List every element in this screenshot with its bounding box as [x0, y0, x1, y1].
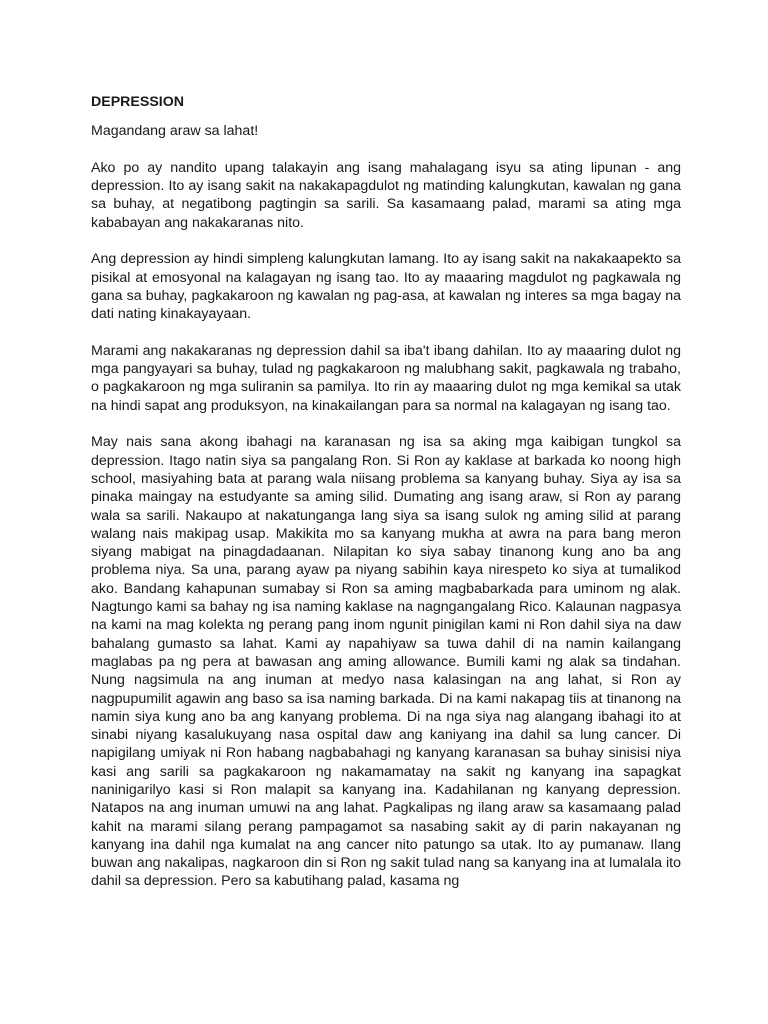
- paragraph-1: Ako po ay nandito upang talakayin ang isang mahalagang isyu sa ating lipunan - ang depression. Ito ay isang sakit na nakakapagdulot ng matinding kalungkutan, kawalan ng gana sa buhay, at negatibong pagtingin sa sarili. Sa kasamaang palad, marami sa ating mga kababayan ang nakakaranas nito.: [91, 159, 681, 231]
- paragraph-4: May nais sana akong ibahagi na karanasan ng isa sa aking mga kaibigan tungkol sa depression. Itago natin siya sa pangalang Ron. Si Ron ay kaklase at barkada ko noong high school, masiyahing bata at parang wala niisang problema sa kanyang buhay. Siya ay isa sa pinaka maingay na estudyante sa aming silid. Dumating ang isang araw, si Ron ay parang wala sa sarili. Nakaupo at nakatunganga lang siya sa isang sulok ng aming silid at parang walang nais makipag usap. Makikita mo sa kanyang mukha at awra na para bang meron siyang mabigat na pinagdadaanan. Nilapitan ko siya sabay tinanong kung ano ba ang problema niya. Sa una, parang ayaw pa niyang sabihin kaya nirespeto ko siya at tumalikod ako. Bandang kahapunan sumabay si Ron sa aming magbabarkada para uminom ng alak. Nagtungo kami sa bahay ng isa naming kaklase na nagngangalang Rico. Kalaunan nagpasya na kami na mag kolekta ng perang pang inom ngunit pinigilan kami ni Ron dahil siya na daw bahalang gumasto sa lahat. Kami ay napahiyaw sa tuwa dahil di na namin kailangang maglabas pa ng pera at bawasan ang aming allowance. Bumili kami ng alak sa tindahan. Nung nagsimula na ang inuman at medyo nasa kalasingan na ang lahat, si Ron ay nagpupumilit agawin ang baso sa isa naming barkada. Di na kami nakapag tiis at tinanong na namin siya kung ano ba ang kanyang problema. Di na nga siya nag alangang ibahagi ito at sinabi niyang kasalukuyang nasa ospital daw ang kaniyang ina dahil sa lung cancer. Di napigilang umiyak ni Ron habang nagbabahagi ng kanyang karanasan sa buhay sinisisi niya kasi ang sarili sa pagkakaroon ng nakamamatay na sakit ng kanyang ina sapagkat naninigarilyo kasi si Ron malapit sa kanyang ina. Kadahilanan ng kanyang depression. Natapos na ang inuman umuwi na ang lahat. Pagkalipas ng ilang araw sa kasamaang palad kahit na marami silang perang pampagamot sa nasabing sakit ay di parin nakayanan ng kanyang ina dahil nga kumalat na ang cancer nito patungo sa utak. Ito ay pumanaw. Ilang buwan ang nakalipas, nagkaroon din si Ron ng sakit tulad nang sa kanyang ina at lumalala ito dahil sa depression. Pero sa kabutihang palad, kasama ng: [91, 434, 681, 890]
- document-title: DEPRESSION: [91, 94, 185, 110]
- greeting-line: Magandang araw sa lahat!: [91, 123, 259, 140]
- paragraph-2: Ang depression ay hindi simpleng kalungkutan lamang. Ito ay isang sakit na nakakaapekto sa pisikal at emosyonal na kalagayan ng isang tao. Ito ay maaaring magdulot ng pagkawala ng gana sa buhay, pagkakaroon ng kawalan ng pag-asa, at kawalan ng interes sa mga bagay na dati nating kinakayayaan.: [91, 251, 681, 323]
- document-page: [91, 93, 681, 909]
- paragraph-3: Marami ang nakakaranas ng depression dahil sa iba't ibang dahilan. Ito ay maaaring dulot ng mga pangyayari sa buhay, tulad ng pagkakaroon ng malubhang sakit, pagkawala ng trabaho, o pagkakaroon ng mga suliranin sa pamilya. Ito rin ay maaaring dulot ng mga kemikal sa utak na hindi sapat ang produksyon, na kinakailangan para sa normal na kalagayan ng isang tao.: [91, 342, 681, 414]
